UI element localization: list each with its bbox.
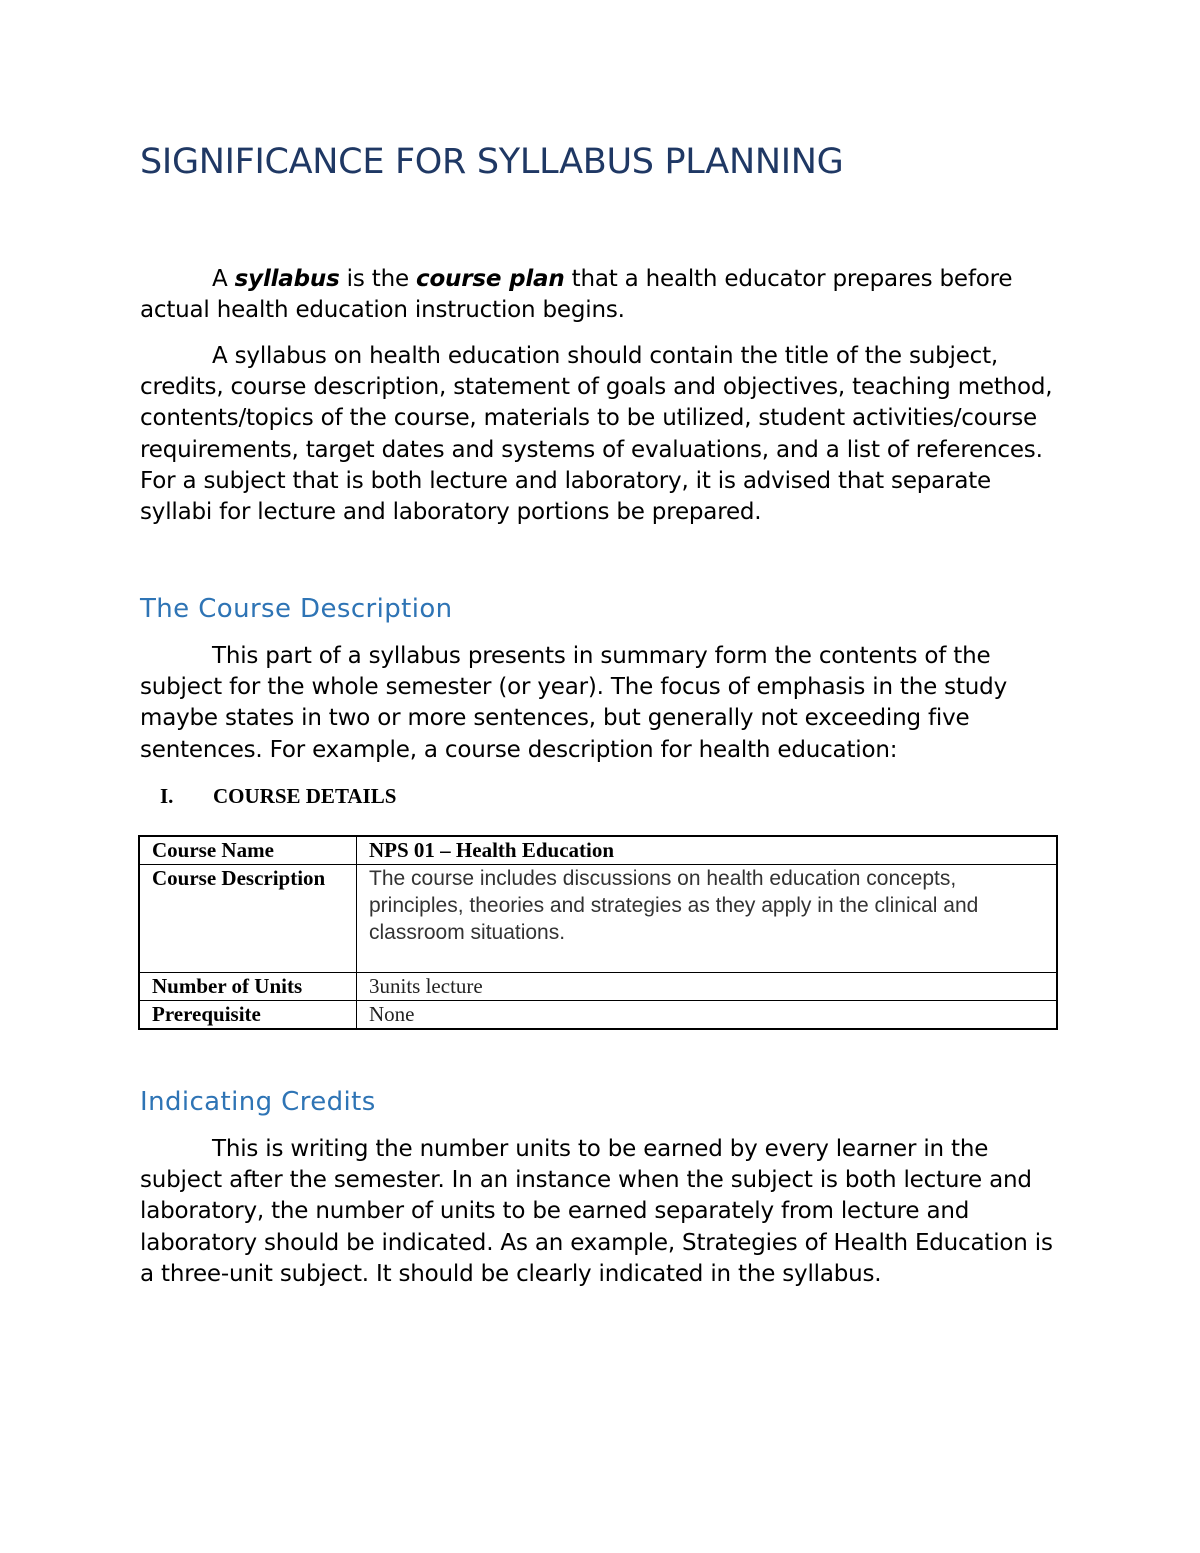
row-key-course-description: Course Description [139, 865, 357, 973]
term-syllabus: syllabus [234, 266, 340, 292]
indicating-credits-paragraph: This is writing the number units to be earned by every learner in the subject after the semester. In an instance when the subject is both lecture and laboratory, the number of units to be earned separately from lecture and laboratory should be indicated. As an example, Strategies of Health Education is a three-unit subject. It should be clearly indicated in the syllabus. [140, 1136, 1053, 1287]
row-key-prerequisite: Prerequisite [139, 1001, 357, 1030]
table-row [139, 865, 1057, 973]
intro-text-a: A [212, 266, 235, 292]
table-row [139, 836, 1057, 865]
course-details-label [160, 782, 396, 810]
heading-course-description: The Course Description [140, 594, 453, 624]
intro-text-c: that a health educator prepares before actual health education instruction begins. [140, 266, 1013, 324]
row-key-course-name: Course Name [139, 836, 357, 865]
row-value-course-name: NPS 01 – Health Education [357, 836, 1058, 865]
course-details-title: COURSE DETAILS [213, 784, 397, 808]
row-value-prerequisite: None [357, 1001, 1058, 1030]
row-value-number-of-units: 3units lecture [357, 973, 1058, 1001]
course-description-value-line-2: classroom situations. [369, 921, 566, 944]
document-title: SIGNIFICANCE FOR SYLLABUS PLANNING [140, 142, 844, 182]
intro-paragraph-1 [140, 264, 1070, 326]
row-value-course-description [357, 865, 1058, 973]
table-row [139, 1001, 1057, 1030]
intro-paragraph-2: A syllabus on health education should contain the title of the subject, credits, course description, statement of goals and objectives, teaching method, contents/topics of the course, materials to be utilized, student activities/course requirements, target dates and systems of evaluations, and a list of references. For a subject that is both lecture and laboratory, it is advised that separate syllabi for lecture and laboratory portions be prepared. [140, 343, 1053, 526]
heading-indicating-credits: Indicating Credits [140, 1087, 376, 1117]
course-description-value-line-1: The course includes discussions on health education concepts, principles, theories and strategies as they apply in the clinical and [369, 867, 979, 917]
course-details-table [138, 835, 1058, 1030]
course-description-paragraph: This part of a syllabus presents in summary form the contents of the subject for the whole semester (or year). The focus of emphasis in the study maybe states in two or more sentences, but generally not exceeding five sentences. For example, a course description for health education: [140, 643, 1007, 763]
row-key-number-of-units: Number of Units [139, 973, 357, 1001]
course-details-number: I. [160, 784, 174, 808]
intro-text-b: is the [339, 266, 417, 292]
table-row [139, 973, 1057, 1001]
term-course-plan: course plan [416, 266, 565, 292]
